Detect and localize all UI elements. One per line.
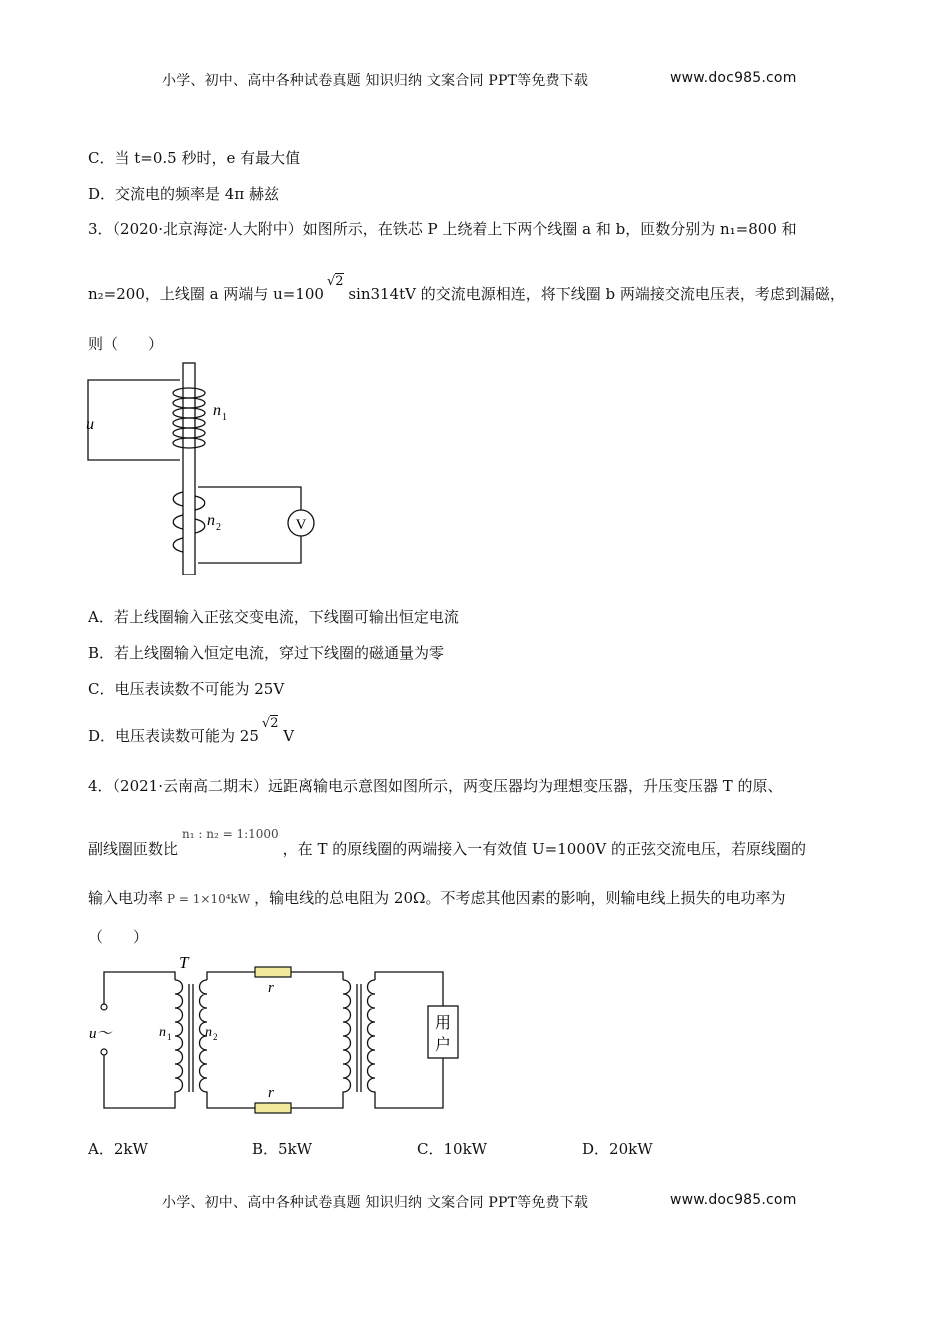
q2-option-d: D．交流电的频率是 4π 赫兹 [88, 185, 279, 203]
sqrt-radicand: 2 [335, 274, 344, 289]
q4-option-a: A．2kW [88, 1140, 148, 1158]
n2-subscript: 2 [213, 1032, 218, 1042]
user-label-2: 户 [434, 1035, 452, 1054]
page-header-url[interactable]: www.doc985.com [670, 70, 797, 86]
q4-option-c: C．10kW [417, 1140, 488, 1158]
q3-stem-line2-a: n₂=200，上线圈 a 两端与 u=100 [88, 285, 324, 303]
q4-transmission-figure [85, 950, 485, 1120]
n1-label: n [159, 1025, 166, 1040]
q3-option-d-a: D．电压表读数可能为 25 [88, 727, 259, 745]
n2-subscript: 2 [216, 522, 221, 533]
n1-subscript: 1 [222, 412, 227, 423]
q3-option-d-b: V [278, 727, 295, 745]
page-footer-text: 小学、初中、高中各种试卷真题 知识归纳 文案合同 PPT等免费下载 [162, 1195, 589, 1211]
page-footer-url[interactable]: www.doc985.com [670, 1192, 797, 1208]
transformer-label: T [179, 953, 189, 972]
q4-stem-line3-a: 输入电功率 [88, 889, 164, 907]
source-label: u～ [89, 1026, 112, 1042]
q3-option-a: A．若上线圈输入正弦交变电流，下线圈可输出恒定电流 [88, 608, 459, 626]
resistor-bottom [255, 1103, 291, 1113]
q4-stem-line2 [88, 827, 806, 859]
q2-option-c: C．当 t=0.5 秒时，e 有最大值 [88, 149, 301, 167]
q4-stem-line2-b: ，在 T 的原线圈的两端接入一有效值 U=1000V 的正弦交流电压，若原线圈的 [282, 840, 806, 858]
q4-stem-line4: （ ） [88, 928, 149, 946]
q4-stem-line2-a: 副线圈匝数比 [88, 840, 179, 858]
n2-label: n [205, 1025, 212, 1040]
resistor-bottom-label: r [268, 1085, 274, 1101]
n2-label: n [207, 512, 215, 529]
q3-option-d [88, 716, 295, 746]
sqrt-symbol: √2 [261, 716, 279, 731]
resistor-top [255, 967, 291, 977]
user-label-1: 用 [434, 1013, 452, 1032]
q3-stem-line1: 3．（2020·北京海淀·人大附中）如图所示，在铁芯 P 上绕着上下两个线圈 a 和 b，匝数分别为 n₁=800 和 [88, 220, 797, 238]
q4-option-b: B．5kW [252, 1140, 313, 1158]
voltmeter-label: V [295, 517, 307, 533]
n1-label: n [213, 402, 221, 419]
sqrt-symbol: √2 [326, 274, 344, 289]
q3-option-c: C．电压表读数不可能为 25V [88, 680, 285, 698]
input-voltage-label: u [86, 416, 94, 433]
page-header-text: 小学、初中、高中各种试卷真题 知识归纳 文案合同 PPT等免费下载 [162, 73, 589, 89]
q3-stem-line3: 则（ ） [88, 335, 164, 353]
q4-option-d: D．20kW [582, 1140, 653, 1158]
q3-option-b: B．若上线圈输入恒定电流，穿过下线圈的磁通量为零 [88, 644, 445, 662]
q3-stem-line2 [88, 274, 845, 304]
resistor-top-label: r [268, 980, 274, 996]
turns-ratio-equation: n₁ : n₂ = 1:1000 [182, 827, 279, 841]
q4-stem-line3-b: ，输电线的总电阻为 20Ω。不考虑其他因素的影响，则输电线上损失的电功率为 [254, 889, 786, 907]
q4-stem-line1: 4．（2021·云南高二期末）远距离输电示意图如图所示，两变压器均为理想变压器，升压变压器 T 的原、 [88, 777, 783, 795]
power-equation: P = 1×10⁴kW [167, 892, 251, 906]
n1-subscript: 1 [167, 1032, 172, 1042]
q3-transformer-figure [80, 355, 340, 575]
q4-stem-line3 [88, 887, 785, 908]
q3-stem-line2-b: sin314tV 的交流电源相连，将下线圈 b 两端接交流电压表，考虑到漏磁， [343, 285, 845, 303]
sqrt-radicand: 2 [270, 716, 279, 731]
